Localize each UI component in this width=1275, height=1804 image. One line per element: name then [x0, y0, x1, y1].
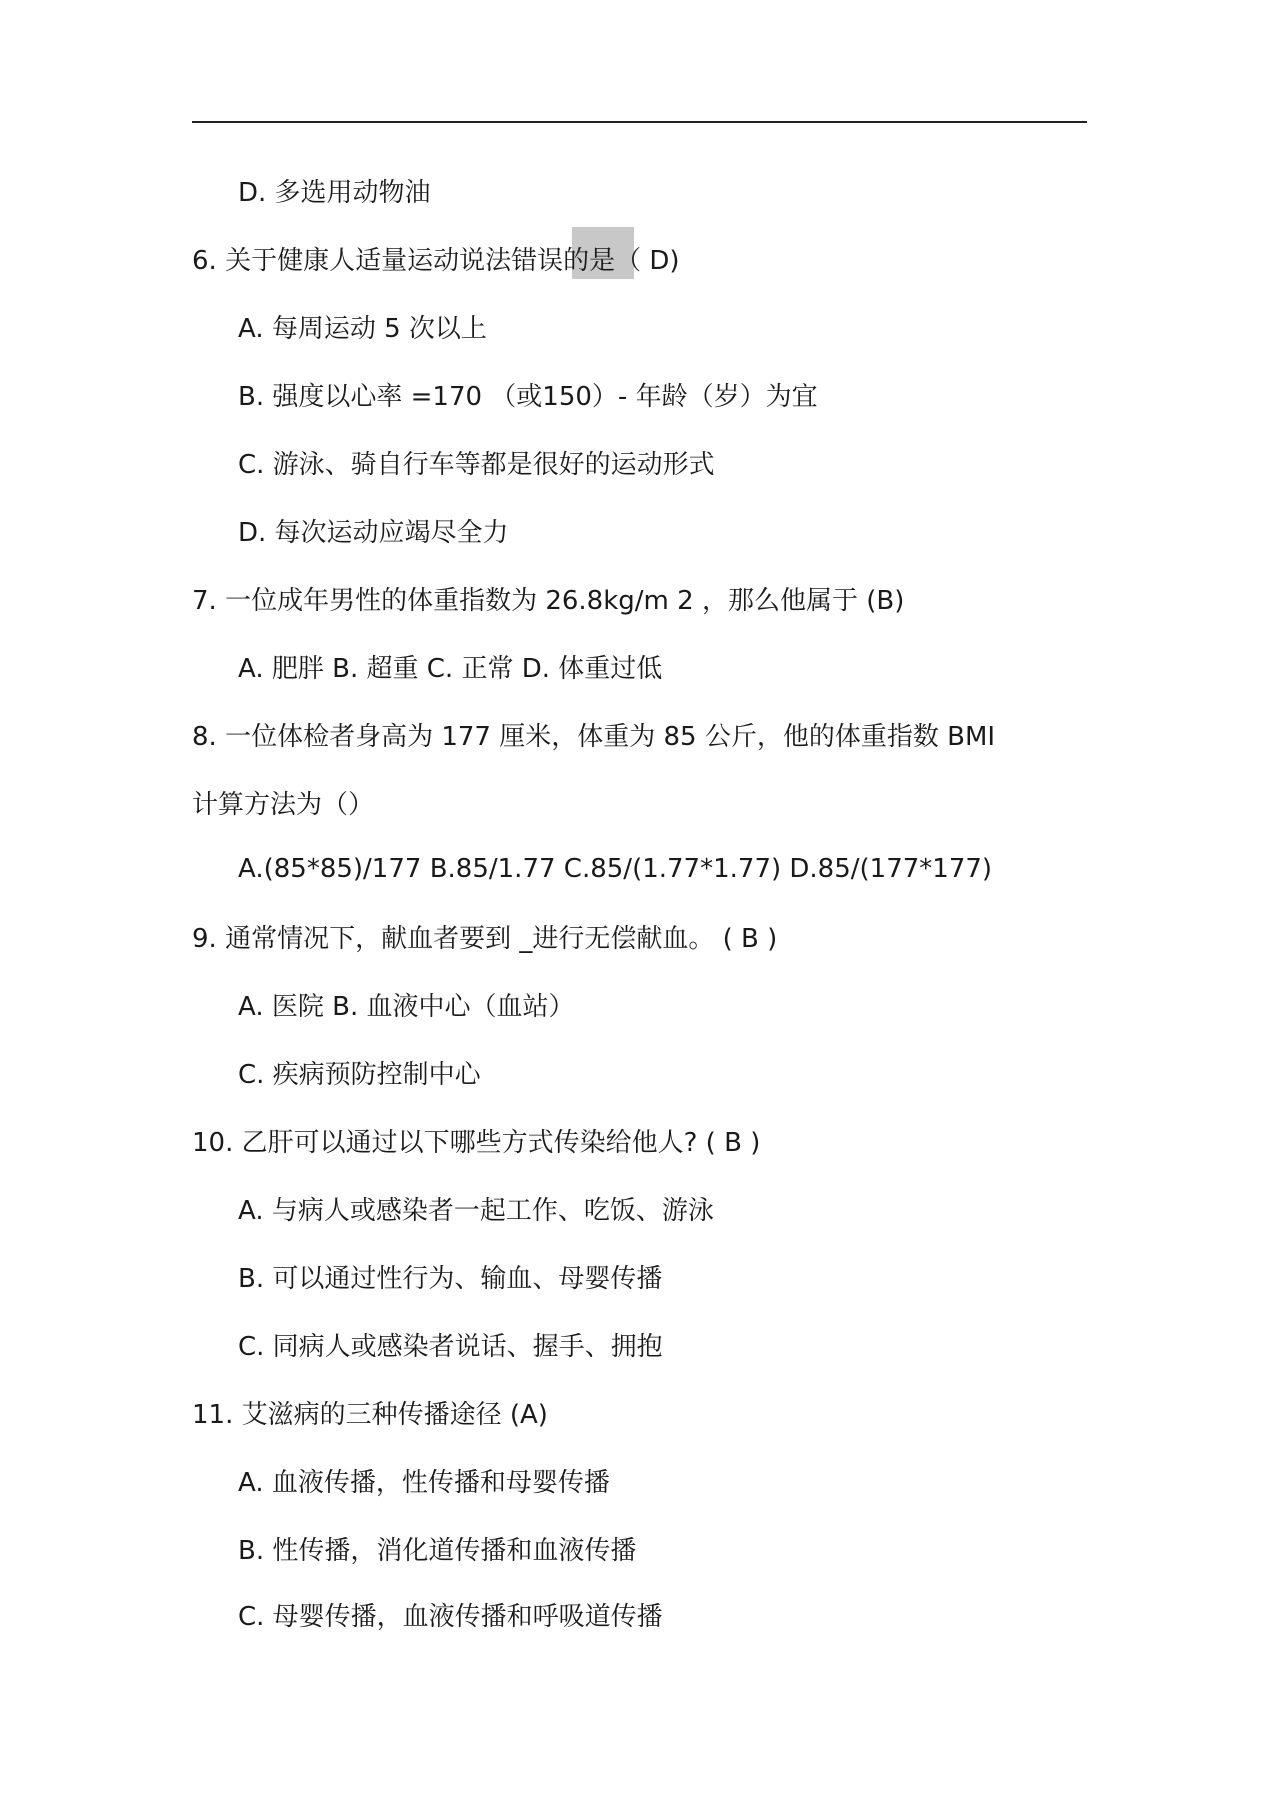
q11-option-c: C. 母婴传播，血液传播和呼吸道传播 [238, 1602, 663, 1632]
q10-option-b: B. 可以通过性行为、输血、母婴传播 [238, 1264, 663, 1294]
q5-option-d: D. 多选用动物油 [238, 178, 431, 208]
q11-option-b: B. 性传播，消化道传播和血液传播 [238, 1536, 637, 1566]
q6-stem: 6. 关于健康人适量运动说法错误的是（ D) [192, 246, 680, 276]
q8-stem: 8. 一位体检者身高为 177 厘米，体重为 85 公斤，他的体重指数 BMI [192, 722, 996, 752]
q7-options: A. 肥胖 B. 超重 C. 正常 D. 体重过低 [238, 654, 663, 684]
q10-option-a: A. 与病人或感染者一起工作、吃饭、游泳 [238, 1196, 714, 1226]
header-rule [192, 121, 1087, 123]
q9-option-c: C. 疾病预防控制中心 [238, 1060, 481, 1090]
q11-option-a: A. 血液传播，性传播和母婴传播 [238, 1468, 610, 1498]
q6-option-b: B. 强度以心率 =170 （或150）- 年龄（岁）为宜 [238, 382, 818, 412]
q11-stem: 11. 艾滋病的三种传播途径 (A) [192, 1400, 548, 1430]
q7-stem: 7. 一位成年男性的体重指数为 26.8kg/m 2 ，那么他属于 (B) [192, 586, 905, 616]
q6-option-d: D. 每次运动应竭尽全力 [238, 518, 509, 548]
q10-option-c: C. 同病人或感染者说话、握手、拥抱 [238, 1332, 663, 1362]
q9-stem: 9. 通常情况下，献血者要到 _进行无偿献血。 ( B ) [192, 924, 778, 954]
q6-option-c: C. 游泳、骑自行车等都是很好的运动形式 [238, 450, 715, 480]
q8-stem-continued: 计算方法为（） [192, 790, 375, 820]
q8-options: A.(85*85)/177 B.85/1.77 C.85/(1.77*1.77) D.85/(177*177) [238, 854, 993, 884]
q10-stem: 10. 乙肝可以通过以下哪些方式传染给他人? ( B ) [192, 1128, 761, 1158]
q9-options-ab: A. 医院 B. 血液中心（血站） [238, 992, 575, 1022]
q6-option-a: A. 每周运动 5 次以上 [238, 314, 487, 344]
